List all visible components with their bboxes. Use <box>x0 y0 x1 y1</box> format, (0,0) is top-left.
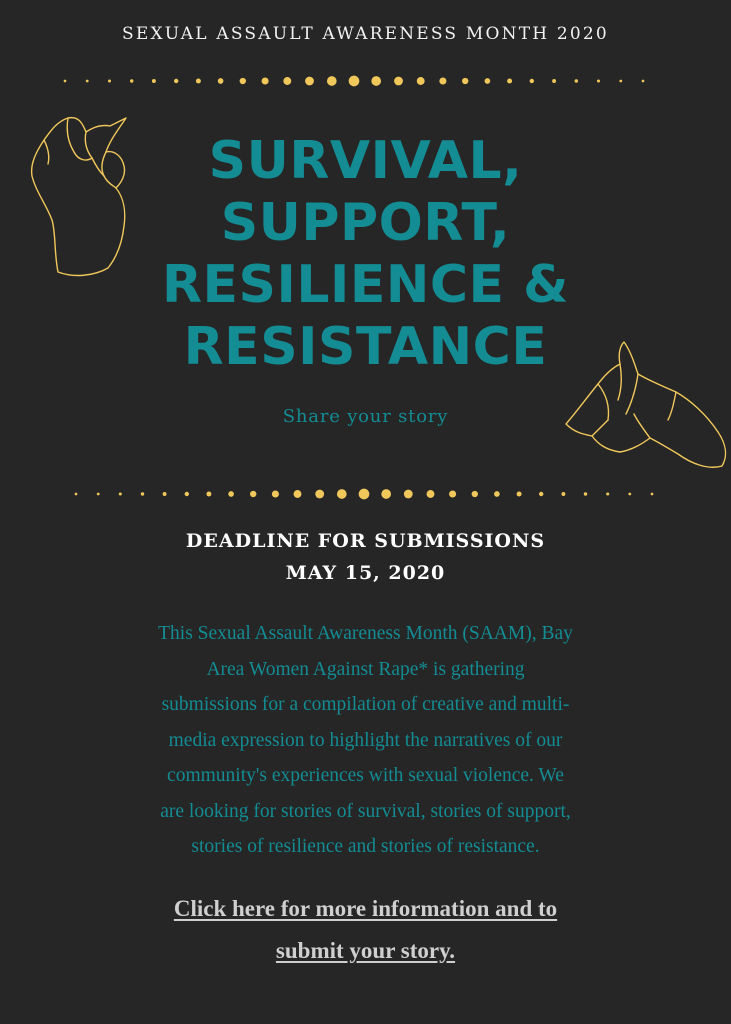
divider-dot <box>262 77 269 84</box>
headline-line-2: SUPPORT, <box>220 193 511 253</box>
divider-dot <box>561 492 565 496</box>
divider-dot <box>283 77 291 85</box>
divider-dot <box>485 78 491 84</box>
divider-dot <box>439 77 446 84</box>
deadline-label: DEADLINE FOR SUBMISSIONS <box>185 530 546 552</box>
divider-dot <box>206 492 211 497</box>
divider-dot <box>108 79 111 82</box>
divider-dot <box>359 489 370 500</box>
divider-dot <box>130 79 133 82</box>
divider-dot <box>64 80 67 83</box>
divider-dot <box>427 490 435 498</box>
submit-story-link[interactable]: submit your story. <box>275 938 456 963</box>
divider-dot <box>539 492 543 496</box>
divider-dot <box>185 492 189 496</box>
divider-dot <box>305 77 314 86</box>
divider-dot <box>86 80 89 83</box>
divider-dot <box>628 493 631 496</box>
description-line: are looking for stories of survival, stories of support, <box>160 800 571 822</box>
divider-dot <box>462 78 468 84</box>
more-info-link[interactable]: Click here for more information and to <box>173 896 558 921</box>
dotted-divider-top <box>0 70 731 92</box>
description-line: This Sexual Assault Awareness Month (SAAM), Bay <box>158 623 573 644</box>
divider-dot <box>651 493 654 496</box>
divider-dot <box>349 76 360 87</box>
divider-dot <box>575 79 578 82</box>
divider-dot <box>152 79 156 83</box>
divider-dot <box>417 77 425 85</box>
divider-dot <box>272 490 279 497</box>
headline-line-4: RESISTANCE <box>183 317 548 377</box>
divider-dot <box>240 78 246 84</box>
divider-dot <box>517 492 522 497</box>
headline-line-1: SURVIVAL, <box>208 131 523 191</box>
description-line: stories of resilience and stories of resistance. <box>191 836 540 857</box>
divider-dot <box>196 79 201 84</box>
divider-dot <box>381 489 391 499</box>
divider-dot <box>404 490 413 499</box>
divider-dot <box>337 489 347 499</box>
deadline-date: MAY 15, 2020 <box>285 562 446 584</box>
more-info-link-block <box>0 888 731 972</box>
divider-dot <box>449 490 456 497</box>
divider-dot <box>597 79 600 82</box>
divider-dot <box>218 78 224 84</box>
divider-dot <box>250 491 256 497</box>
description <box>70 616 661 865</box>
divider-dot <box>472 491 478 497</box>
divider-dot <box>530 79 534 83</box>
divider-dot <box>584 492 587 495</box>
divider-dot <box>141 492 144 495</box>
dotted-divider-bottom <box>0 483 731 505</box>
divider-dot <box>315 490 324 499</box>
description-line: submissions for a compilation of creative and multi- <box>161 694 570 715</box>
divider-dot <box>294 490 302 498</box>
divider-dot <box>494 491 500 497</box>
divider-dot <box>552 79 556 83</box>
divider-dot <box>97 493 100 496</box>
divider-dot <box>642 80 645 83</box>
divider-dot <box>619 80 622 83</box>
divider-dot <box>371 76 381 86</box>
divider-dot <box>119 492 122 495</box>
headline-line-3: RESILIENCE & <box>161 255 570 315</box>
divider-dot <box>75 493 78 496</box>
deadline-block <box>0 525 731 589</box>
divider-dot <box>174 79 178 83</box>
description-line: community's experiences with sexual violence. We <box>167 765 564 786</box>
description-line: Area Women Against Rape* is gathering <box>206 658 525 680</box>
tagline: Share your story <box>282 406 449 427</box>
event-title: SEXUAL ASSAULT AWARENESS MONTH 2020 <box>122 24 609 44</box>
divider-dot <box>507 79 512 84</box>
divider-dot <box>394 77 403 86</box>
divider-dot <box>606 492 609 495</box>
divider-dot <box>327 76 337 86</box>
description-line: media expression to highlight the narratives of our <box>168 729 563 751</box>
divider-dot <box>163 492 167 496</box>
divider-dot <box>228 491 234 497</box>
